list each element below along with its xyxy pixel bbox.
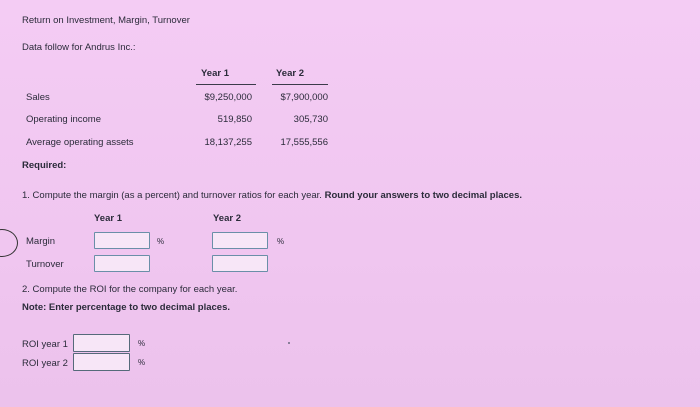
row-label-operating-income: Operating income xyxy=(26,114,101,125)
operating-income-year1: 519,850 xyxy=(217,114,252,125)
roi-year2-label: ROI year 2 xyxy=(22,358,68,369)
roi-year2-percent-sign: % xyxy=(138,358,146,367)
question-1-instruction: 1. Compute the margin (as a percent) and turnover ratios for each year. xyxy=(22,190,322,201)
header-underline-year2 xyxy=(272,84,328,85)
margin-year2-percent-sign: % xyxy=(277,237,285,246)
page-title: Return on Investment, Margin, Turnover xyxy=(22,15,190,26)
turnover-label: Turnover xyxy=(26,259,64,270)
table-header-year1: Year 1 xyxy=(201,68,229,79)
table-header-year2: Year 2 xyxy=(276,68,304,79)
row-label-sales: Sales xyxy=(26,92,50,103)
roi-year2-input[interactable] xyxy=(73,353,130,371)
margin-year1-percent-sign: % xyxy=(157,237,165,246)
roi-year1-percent-sign: % xyxy=(138,339,146,348)
question-1-text xyxy=(22,190,522,201)
margin-year2-input[interactable] xyxy=(212,232,268,249)
intro-text: Data follow for Andrus Inc.: xyxy=(22,42,136,53)
sales-year2: $7,900,000 xyxy=(280,92,328,103)
q1-header-year2: Year 2 xyxy=(213,213,241,224)
avg-operating-assets-year1: 18,137,255 xyxy=(204,137,252,148)
q1-header-year1: Year 1 xyxy=(94,213,122,224)
question-1-rounding-note: Round your answers to two decimal places. xyxy=(324,190,523,201)
question-2-text: 2. Compute the ROI for the company for each year. xyxy=(22,284,238,295)
margin-label: Margin xyxy=(26,236,56,247)
margin-year1-input[interactable] xyxy=(94,232,150,249)
header-underline-year1 xyxy=(196,84,256,85)
cursor-dot xyxy=(288,342,290,344)
turnover-year2-input[interactable] xyxy=(212,255,268,272)
roi-year1-input[interactable] xyxy=(73,334,130,352)
roi-year1-label: ROI year 1 xyxy=(22,339,68,350)
avg-operating-assets-year2: 17,555,556 xyxy=(280,137,328,148)
sales-year1: $9,250,000 xyxy=(204,92,252,103)
question-2-note: Note: Enter percentage to two decimal places. xyxy=(22,302,230,313)
row-label-average-operating-assets: Average operating assets xyxy=(26,137,134,148)
operating-income-year2: 305,730 xyxy=(293,114,328,125)
required-label: Required: xyxy=(22,160,67,171)
turnover-year1-input[interactable] xyxy=(94,255,150,272)
row-indicator-circle xyxy=(0,229,18,257)
